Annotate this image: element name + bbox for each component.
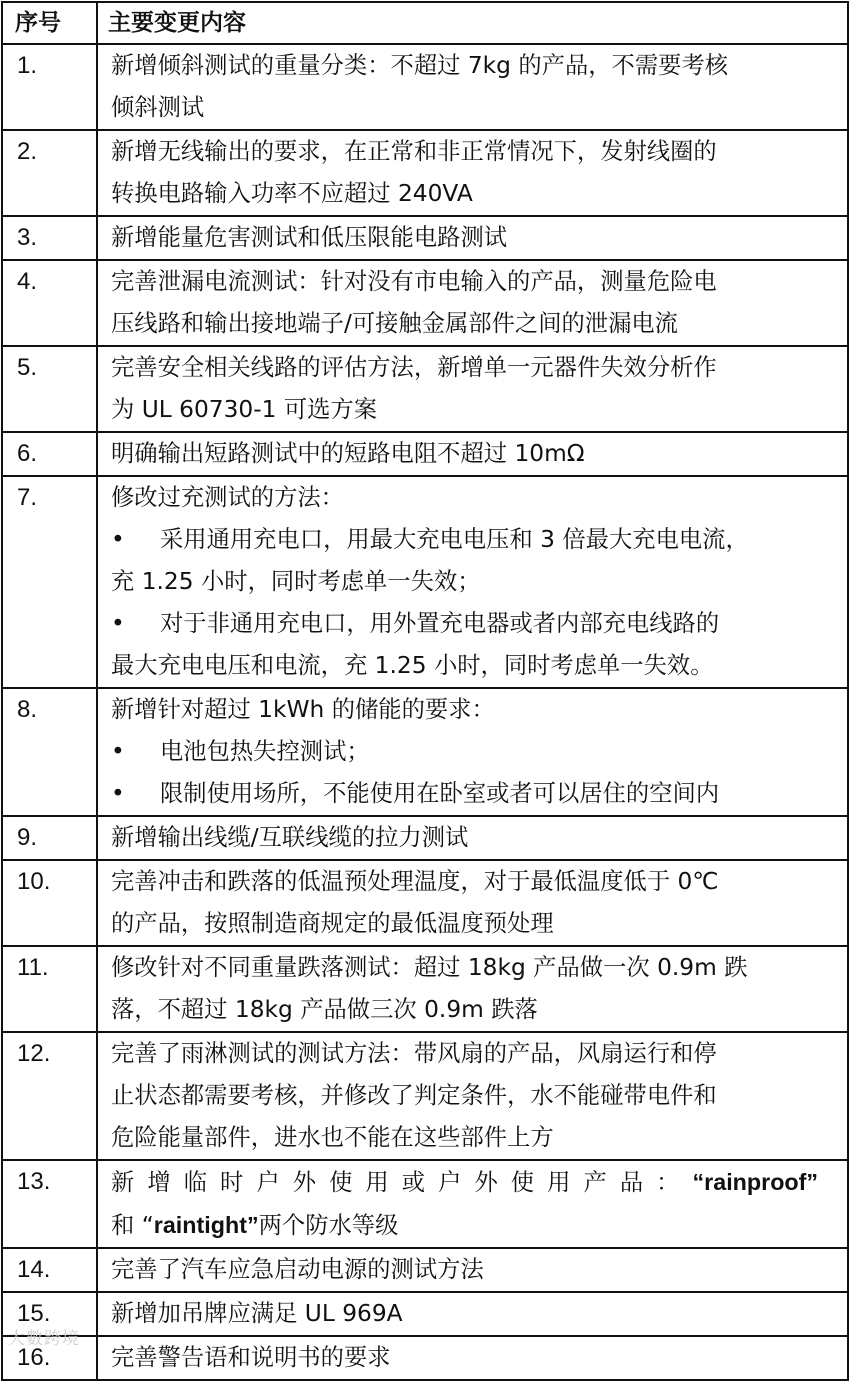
row-number: 8. xyxy=(2,688,97,816)
row-content xyxy=(97,44,848,130)
content-line: 新增加吊牌应满足 UL 969A xyxy=(111,1300,403,1327)
row-number: 1. xyxy=(2,44,97,130)
row-number: 13. xyxy=(2,1160,97,1248)
row-content xyxy=(97,346,848,432)
content-line: 新增倾斜测试的重量分类：不超过 7kg 的产品，不需要考核 xyxy=(111,52,729,79)
content-line: 明确输出短路测试中的短路电阻不超过 10mΩ xyxy=(111,440,585,467)
content-line: 新增针对超过 1kWh 的储能的要求： xyxy=(111,696,495,723)
row-number: 7. xyxy=(2,476,97,688)
row-number: 3. xyxy=(2,216,97,260)
content-line: 新增输出线缆/互联线缆的拉力测试 xyxy=(111,824,469,851)
table-row xyxy=(2,476,848,688)
table-row xyxy=(2,1336,848,1380)
change-table xyxy=(1,1,849,1381)
content-line: 完善了雨淋测试的测试方法：带风扇的产品，风扇运行和停 xyxy=(111,1040,717,1067)
table-row xyxy=(2,816,848,860)
watermark: 大數跨境 xyxy=(8,1329,80,1349)
row-number: 16. xyxy=(2,1336,97,1380)
content-line xyxy=(111,1161,837,1204)
bullet-text: 电池包热失控测试； xyxy=(160,738,370,765)
table-row xyxy=(2,1292,848,1336)
content-line: 完善泄漏电流测试：针对没有市电输入的产品，测量危险电 xyxy=(111,268,717,295)
row-number: 12. xyxy=(2,1032,97,1160)
row-content xyxy=(97,1336,848,1380)
content-line: 完善警告语和说明书的要求 xyxy=(111,1344,391,1371)
table-row xyxy=(2,1160,848,1248)
bullet-icon: • xyxy=(111,780,125,807)
content-line: 转换电路输入功率不应超过 240VA xyxy=(111,180,473,207)
table-row xyxy=(2,260,848,346)
row-content xyxy=(97,130,848,216)
row-content xyxy=(97,946,848,1032)
content-line: 落，不超过 18kg 产品做三次 0.9m 跌落 xyxy=(111,996,538,1023)
content-line: 新增能量危害测试和低压限能电路测试 xyxy=(111,224,508,251)
content-line: 为 UL 60730-1 可选方案 xyxy=(111,396,378,423)
content-line: 倾斜测试 xyxy=(111,94,205,121)
bullet-icon: • xyxy=(111,738,125,765)
content-line: 止状态都需要考核，并修改了判定条件，水不能碰带电件和 xyxy=(111,1082,717,1109)
rainproof-term: “rainproof” xyxy=(692,1169,819,1195)
row-content xyxy=(97,476,848,688)
row-content xyxy=(97,860,848,946)
row-content xyxy=(97,688,848,816)
content-line: 完善了汽车应急启动电源的测试方法 xyxy=(111,1256,484,1283)
content-line: 最大充电电压和电流，充 1.25 小时，同时考虑单一失效。 xyxy=(111,652,714,679)
table-row xyxy=(2,130,848,216)
row-number: 11. xyxy=(2,946,97,1032)
content-line: 修改过充测试的方法： xyxy=(111,484,344,511)
row-number: 4. xyxy=(2,260,97,346)
row-content xyxy=(97,1292,848,1336)
row-number: 15. xyxy=(2,1292,97,1336)
row-number: 14. xyxy=(2,1248,97,1292)
row-content xyxy=(97,260,848,346)
content-text: 和 “ xyxy=(111,1212,154,1239)
table-row xyxy=(2,432,848,476)
content-line: 的产品，按照制造商规定的最低温度预处理 xyxy=(111,910,554,937)
table-row xyxy=(2,346,848,432)
table-row xyxy=(2,1032,848,1160)
row-number: 2. xyxy=(2,130,97,216)
table-row xyxy=(2,1248,848,1292)
content-text: 两个防水等级 xyxy=(258,1212,399,1239)
content-line xyxy=(111,519,837,561)
content-line xyxy=(111,773,837,815)
bullet-text: 采用通用充电口，用最大充电电压和 3 倍最大充电电流， xyxy=(160,526,749,553)
header-no: 序号 xyxy=(2,2,97,44)
bullet-icon: • xyxy=(111,610,125,637)
bullet-text: 限制使用场所，不能使用在卧室或者可以居住的空间内 xyxy=(160,780,720,807)
table-row xyxy=(2,44,848,130)
content-line: 充 1.25 小时，同时考虑单一失效； xyxy=(111,568,481,595)
content-text: 新增临时户外使用或户外使用产品： xyxy=(111,1169,693,1196)
content-line: 完善冲击和跌落的低温预处理温度，对于最低温度低于 0℃ xyxy=(111,868,719,895)
bullet-icon: • xyxy=(111,526,125,553)
row-content xyxy=(97,1160,848,1248)
content-line: 危险能量部件，进水也不能在这些部件上方 xyxy=(111,1124,554,1151)
row-number: 6. xyxy=(2,432,97,476)
table-row xyxy=(2,216,848,260)
raintight-term: raintight” xyxy=(153,1212,259,1238)
row-content xyxy=(97,1248,848,1292)
row-content xyxy=(97,1032,848,1160)
content-line: 压线路和输出接地端子/可接触金属部件之间的泄漏电流 xyxy=(111,310,678,337)
header-row xyxy=(2,2,848,44)
content-line xyxy=(111,603,837,645)
header-content: 主要变更内容 xyxy=(97,2,848,44)
table-row xyxy=(2,946,848,1032)
table-row xyxy=(2,688,848,816)
bullet-text: 对于非通用充电口，用外置充电器或者内部充电线路的 xyxy=(160,610,720,637)
content-line: 完善安全相关线路的评估方法，新增单一元器件失效分析作 xyxy=(111,354,717,381)
content-line: 修改针对不同重量跌落测试：超过 18kg 产品做一次 0.9m 跌 xyxy=(111,954,748,981)
content-line xyxy=(111,1204,837,1247)
content-line: 新增无线输出的要求，在正常和非正常情况下，发射线圈的 xyxy=(111,138,717,165)
row-content xyxy=(97,816,848,860)
row-number: 10. xyxy=(2,860,97,946)
row-content xyxy=(97,216,848,260)
content-line xyxy=(111,731,837,773)
row-content xyxy=(97,432,848,476)
row-number: 9. xyxy=(2,816,97,860)
row-number: 5. xyxy=(2,346,97,432)
table-row xyxy=(2,860,848,946)
